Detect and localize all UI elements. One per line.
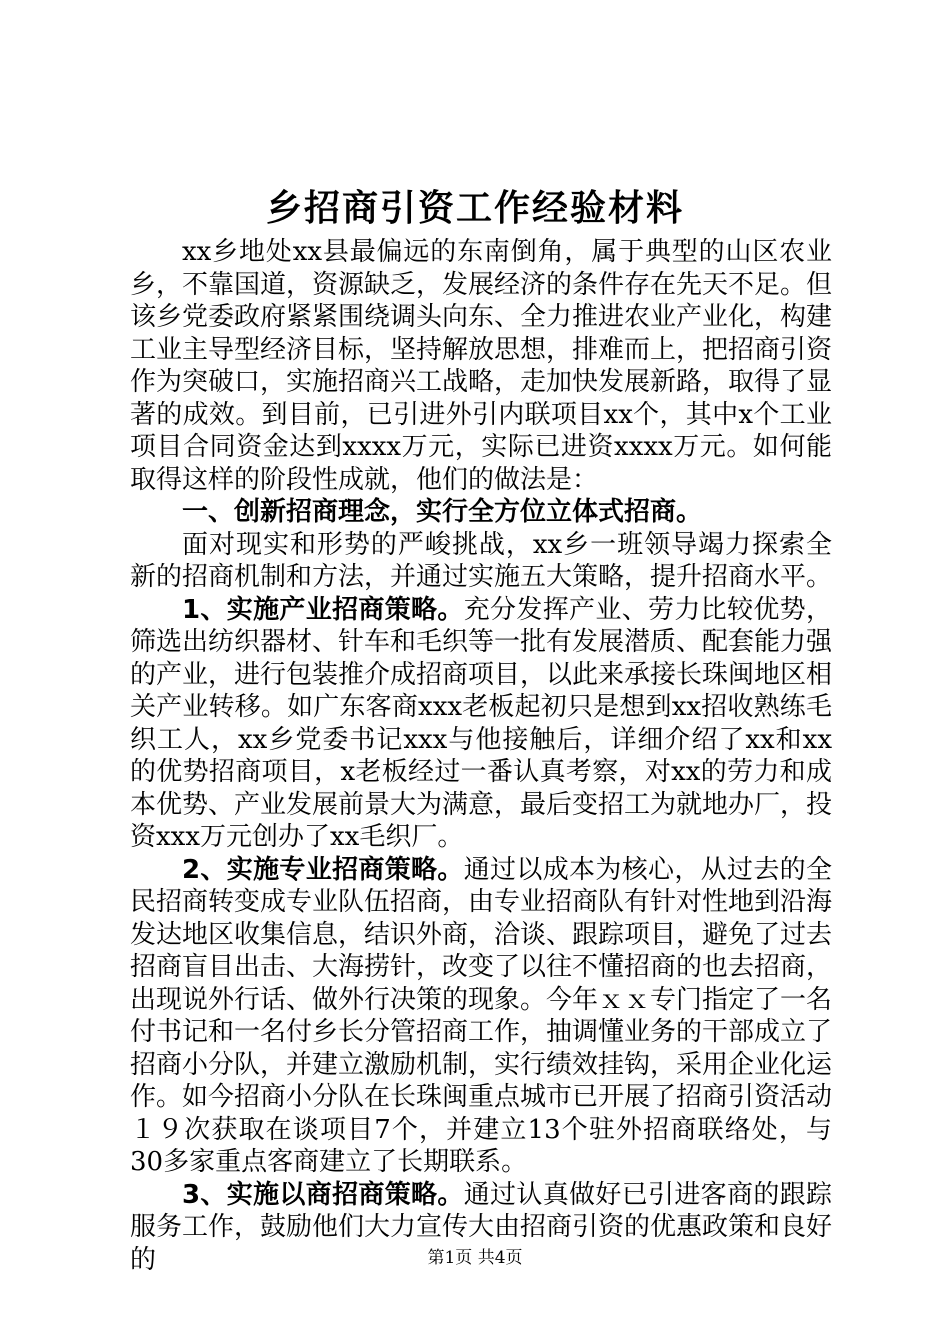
section-heading: 一、创新招商理念，实行全方位立体式招商。: [182, 497, 703, 527]
intro-paragraph: xx乡地处xx县最偏远的东南倒角，属于典型的山区农业乡，不靠国道，资源缺乏，发展经济的条件存在先天不足。但该乡党委政府紧紧围绕调头向东、全力推进农业产业化，构建工业主导型经济目标，坚持解放思想，排难而上，把招商引资作为突破口，实施招商兴工战略，走加快发展新路，取得了显著的成效。到目前，已引进外引内联项目xx个，其中x个工业项目合同资金达到xxxx万元，实际已进资xxxx万元。如何能取得这样的阶段性成就，他们的做法是：: [130, 237, 833, 495]
section-intro-paragraph: 面对现实和形势的严峻挑战，xx乡一班领导竭力探索全新的招商机制和方法，并通过实施五大策略，提升招商水平。: [130, 529, 833, 592]
item-lead-2: 2、实施专业招商策略。: [182, 854, 464, 885]
item-text-3: 通过认真做好已引进客商的跟踪服务工作，鼓励他们大力宣传大由招商引资的优惠政策和良好的: [130, 1179, 833, 1275]
document-title: 乡招商引资工作经验材料: [265, 188, 684, 229]
item-lead-1: 1、实施产业招商策略。: [182, 594, 464, 625]
item-text-2: 通过以成本为核心，从过去的全民招商转变成专业队伍招商，由专业招商队有针对性地到沿海发达地区收集信息，结识外商，洽谈、跟踪项目，避免了过去招商盲目出击、大海捞针，改变了以往不懂招商的也去招商，出现说外行话、做外行决策的现象。今年ｘｘ专门指定了一名付书记和一名付乡长分管招商工作，抽调懂业务的干部成立了招商小分队，并建立激励机制，实行绩效挂钩，采用企业化运作。如今招商小分队在长珠闽重点城市已开展了招商引资活动１９次获取在谈项目7个，并建立13个驻外招商联络处，与30多家重点客商建立了长期联系。: [130, 854, 833, 1177]
item-text-1: 充分发挥产业、劳力比较优势，筛选出纺织器材、针车和毛织等一批有发展潜质、配套能力强的产业，进行包装推介成招商项目，以此来承接长珠闽地区相关产业转移。如广东客商xxx老板起初只是想到xx招收熟练毛织工人，xx乡党委书记xxx与他接触后，详细介绍了xx和xx的优势招商项目，x老板经过一番认真考察，对xx的劳力和成本优势、产业发展前景大为满意，最后变招工为就地办厂，投资xxx万元创办了xx毛织厂。: [130, 594, 833, 852]
item-paragraph-2: [130, 854, 832, 1179]
item-paragraph-1: [130, 594, 832, 854]
page-footer: 第1页 共4页: [427, 1248, 523, 1268]
document-body: [130, 236, 832, 1276]
item-lead-3: 3、实施以商招商策略。: [182, 1179, 464, 1210]
